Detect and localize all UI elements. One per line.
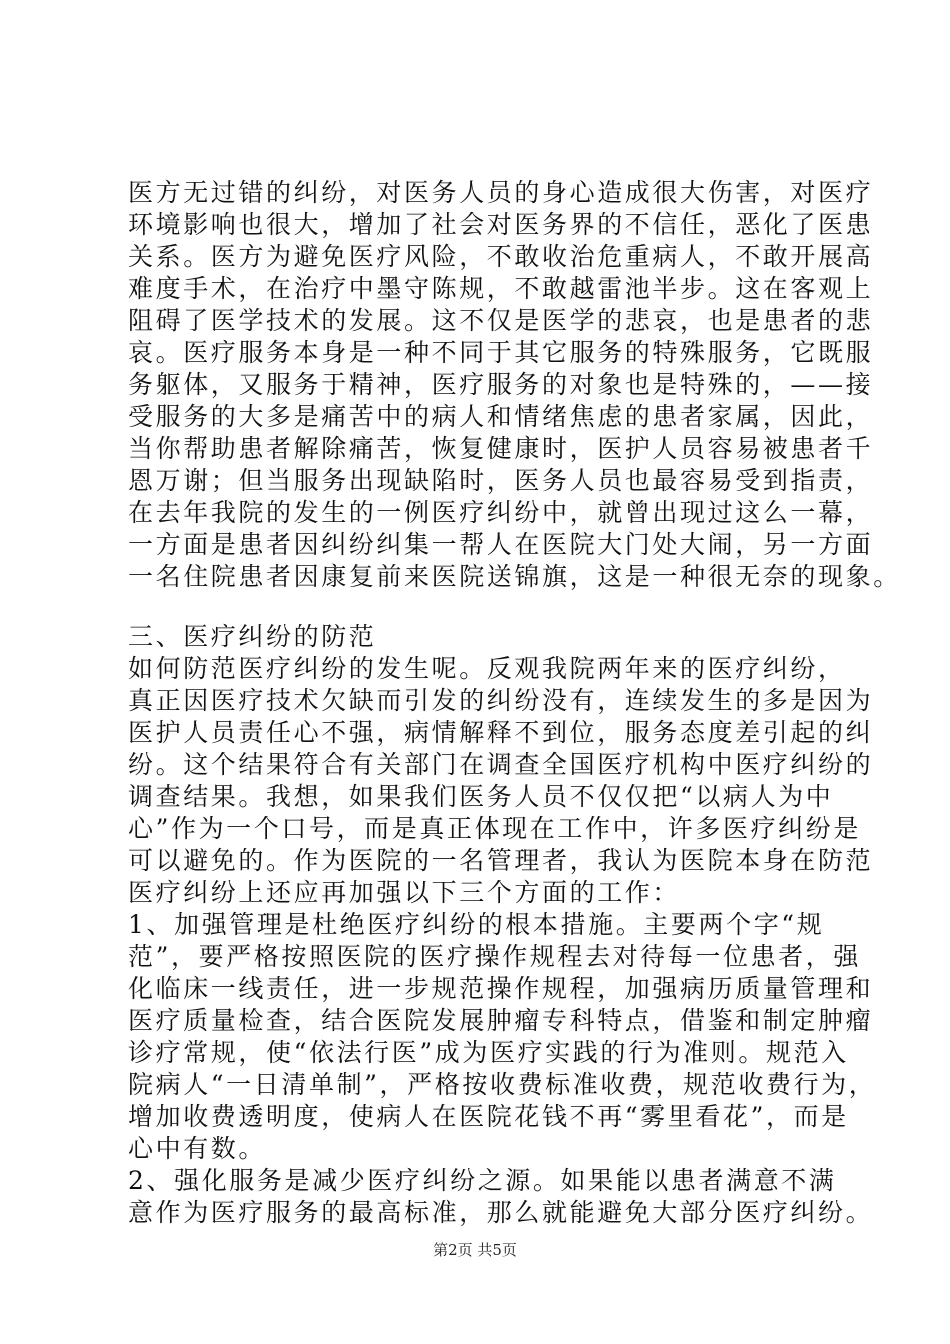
- body-text-line: 恩万谢；但当服务出现缺陷时，医务人员也最容易受到指责，: [128, 466, 874, 495]
- body-text-line: 1、加强管理是杜绝医疗纠纷的根本措施。主要两个字“规: [128, 910, 825, 939]
- body-text-line: 当你帮助患者解除痛苦，恢复健康时，医护人员容易被患者千: [128, 434, 874, 463]
- body-text-line: 难度手术，在治疗中墨守陈规，不敢越雷池半步。这在客观上: [128, 274, 874, 303]
- body-text-line: 调查结果。我想，如果我们医务人员不仅仅把“以病人为中: [128, 782, 834, 811]
- body-text-line: 心”作为一个口号，而是真正体现在工作中，许多医疗纠纷是: [128, 814, 861, 843]
- body-text-line: 医疗纠纷上还应再加强以下三个方面的工作：: [128, 878, 681, 907]
- section-heading: 三、医疗纠纷的防范: [128, 622, 377, 651]
- body-text-line: 一方面是患者因纠纷纠集一帮人在医院大门处大闹，另一方面: [128, 530, 874, 559]
- body-text-line: 真正因医疗技术欠缺而引发的纠纷没有，连续发生的多是因为: [128, 686, 874, 715]
- body-text-line: 关系。医方为避免医疗风险，不敢收治危重病人，不敢开展高: [128, 242, 874, 271]
- body-text-line: 阻碍了医学技术的发展。这不仅是医学的悲哀，也是患者的悲: [128, 306, 874, 335]
- body-text-line: 如何防范医疗纠纷的发生呢。反观我院两年来的医疗纠纷，: [128, 654, 846, 683]
- body-text-line: 意作为医疗服务的最高标准，那么就能避免大部分医疗纠纷。: [128, 1198, 874, 1227]
- body-text-line: 环境影响也很大，增加了社会对医务界的不信任，恶化了医患: [128, 210, 874, 239]
- body-text-line: 化临床一线责任，进一步规范操作规程，加强病历质量管理和: [128, 974, 874, 1003]
- body-text-line: 一名住院患者因康复前来医院送锦旗，这是一种很无奈的现象。: [128, 562, 901, 591]
- body-text-line: 范”，要严格按照医院的医疗操作规程去对待每一位患者，强: [128, 942, 861, 971]
- body-text-line: 纷。这个结果符合有关部门在调查全国医疗机构中医疗纠纷的: [128, 750, 874, 779]
- body-text-line: 医护人员责任心不强，病情解释不到位，服务态度差引起的纠: [128, 718, 874, 747]
- page-number-footer: 第2页 共5页: [433, 1241, 517, 1259]
- body-text-line: 增加收费透明度，使病人在医院花钱不再“雾里看花”，而是: [128, 1102, 849, 1131]
- body-text-line: 务躯体，又服务于精神，医疗服务的对象也是特殊的，——接: [128, 370, 874, 399]
- body-text-line: 可以避免的。作为医院的一名管理者，我认为医院本身在防范: [128, 846, 874, 875]
- body-text-line: 心中有数。: [128, 1134, 267, 1163]
- body-text-line: 受服务的大多是痛苦中的病人和情绪焦虑的患者家属，因此，: [128, 402, 874, 431]
- body-text-line: 医方无过错的纠纷，对医务人员的身心造成很大伤害，对医疗: [128, 178, 874, 207]
- body-text-line: 在去年我院的发生的一例医疗纠纷中，就曾出现过这么一幕，: [128, 498, 874, 527]
- body-text-line: 诊疗常规，使“依法行医”成为医疗实践的行为准则。规范入: [128, 1038, 849, 1067]
- body-text-line: 2、强化服务是减少医疗纠纷之源。如果能以患者满意不满: [128, 1166, 837, 1195]
- body-text-line: 哀。医疗服务本身是一种不同于其它服务的特殊服务，它既服: [128, 338, 874, 367]
- body-text-line: 医疗质量检查，结合医院发展肿瘤专科特点，借鉴和制定肿瘤: [128, 1006, 874, 1035]
- body-text-line: 院病人“一日清单制”，严格按收费标准收费，规范收费行为，: [128, 1070, 877, 1099]
